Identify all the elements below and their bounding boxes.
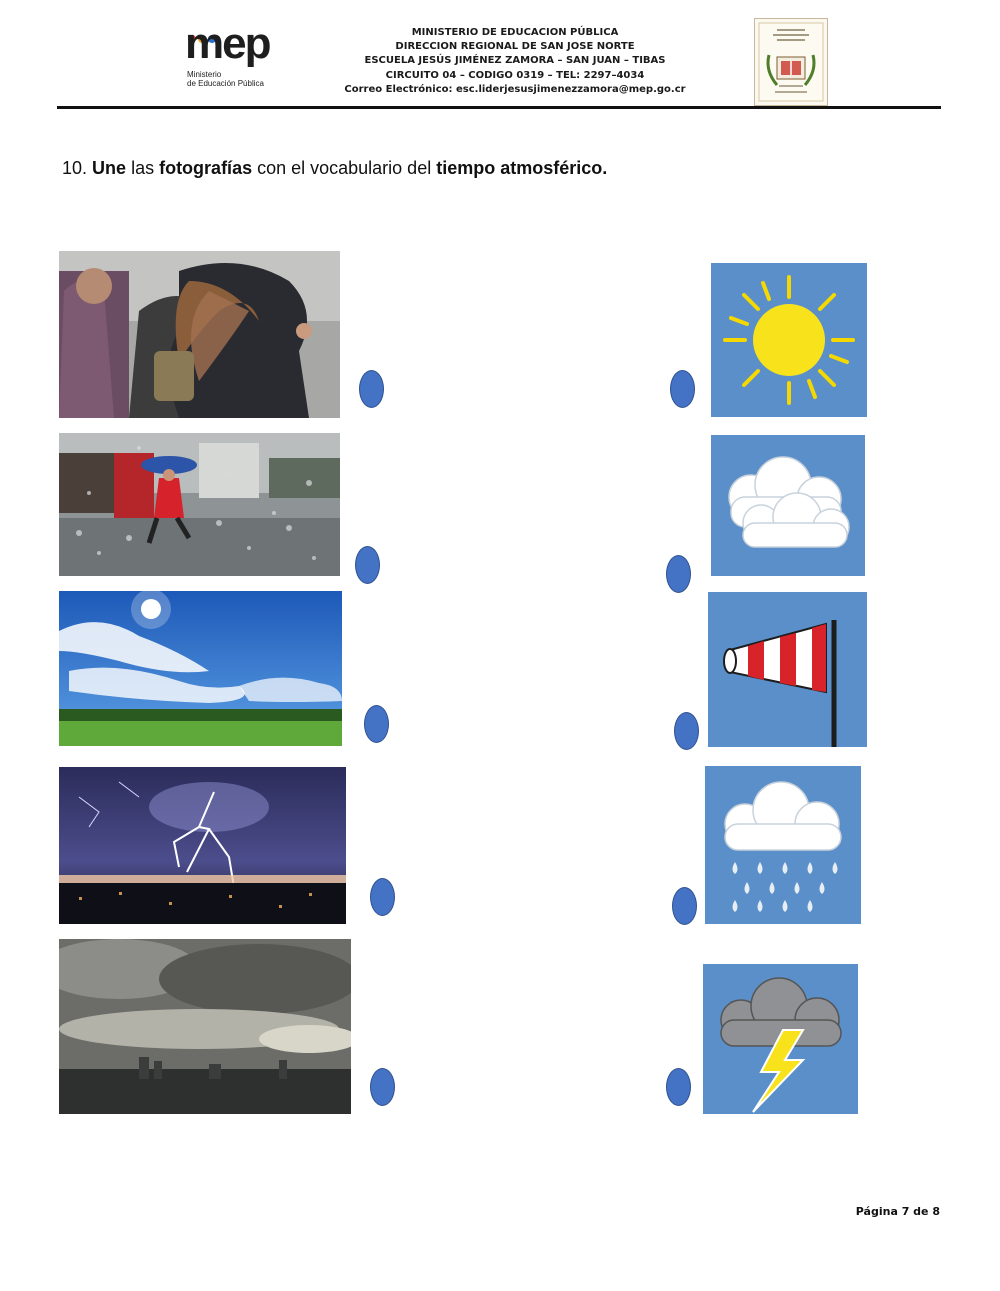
match-dot-photo-3[interactable] [364, 705, 389, 743]
cloudy-sky-photo [59, 939, 351, 1114]
header-divider [57, 106, 941, 109]
match-dot-icon-1[interactable] [670, 370, 695, 408]
school-crest-image [754, 18, 828, 106]
rainy-window-photo [59, 433, 340, 576]
logo-subtitle: Ministerio de Educación Pública [187, 70, 264, 88]
match-dot-photo-2[interactable] [355, 546, 380, 584]
header-line-5: Correo Electrónico: esc.liderjesusjimenezzamora@mep.go.cr [344, 83, 686, 95]
question-number: 10. [62, 158, 88, 178]
cloud-icon [711, 435, 865, 576]
sunny-sky-photo [59, 591, 342, 746]
header-line-3: ESCUELA JESÚS JIMÉNEZ ZAMORA – SAN JUAN – TIBAS [364, 55, 666, 67]
header-line-2: DIRECCION REGIONAL DE SAN JOSE NORTE [395, 41, 635, 53]
windy-street-photo [59, 251, 340, 418]
logo-word: mep [185, 19, 270, 68]
match-dot-photo-1[interactable] [359, 370, 384, 408]
match-dot-icon-2[interactable] [666, 555, 691, 593]
storm-cloud-icon [703, 964, 858, 1114]
rain-cloud-icon [705, 766, 861, 924]
match-dot-icon-4[interactable] [672, 887, 697, 925]
header-line-1: MINISTERIO DE EDUCACION PÚBLICA [411, 27, 619, 38]
sun-icon [711, 263, 867, 417]
match-dot-photo-4[interactable] [370, 878, 395, 916]
question-instruction: 10. Une las fotografías con el vocabulario del tiempo atmosférico. [62, 158, 608, 178]
match-dot-icon-5[interactable] [666, 1068, 691, 1106]
header-line-4: CIRCUITO 04 – CODIGO 0319 – TEL: 2297–4034 [385, 69, 645, 81]
match-dot-icon-3[interactable] [674, 712, 699, 750]
match-dot-photo-5[interactable] [370, 1068, 395, 1106]
page-number: Página 7 de 8 [855, 1205, 940, 1218]
thunderstorm-photo [59, 767, 346, 924]
mep-logo [185, 19, 285, 90]
school-header [300, 26, 730, 97]
windsock-icon [708, 592, 867, 747]
